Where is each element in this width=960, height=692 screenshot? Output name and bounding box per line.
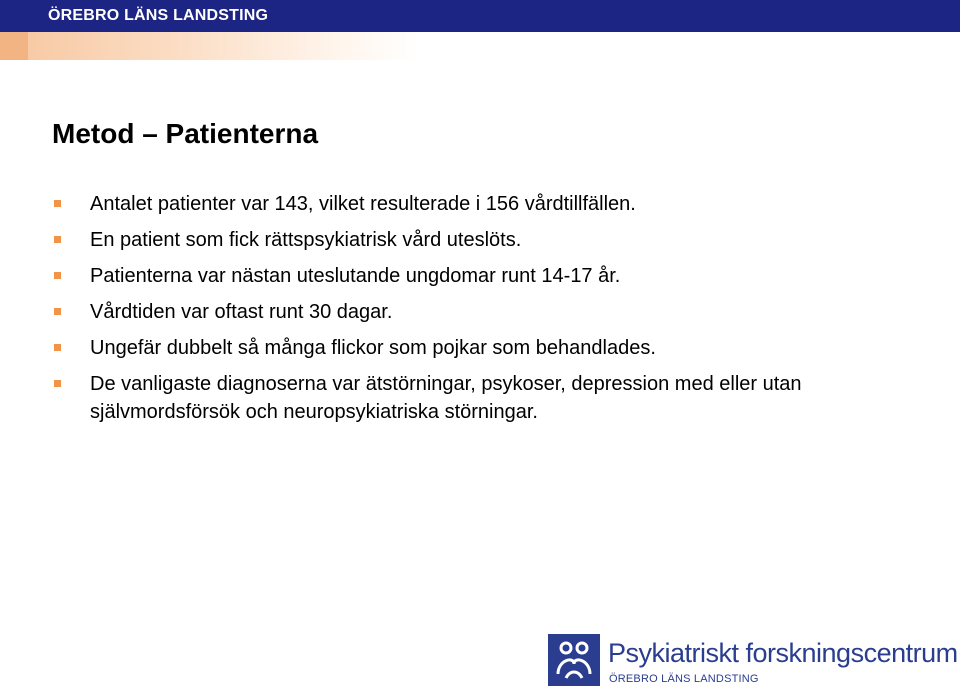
bullet-item	[52, 334, 932, 362]
bullet-text: De vanligaste diagnoserna var ätstörningar, psykoser, depression med eller utan självmordsförsök och neuropsykiatriska störningar.	[90, 373, 802, 423]
bullet-item	[52, 298, 932, 326]
bullet-item	[52, 190, 932, 218]
bullet-text: En patient som fick rättspsykiatrisk vård uteslöts.	[90, 229, 522, 251]
decorative-corner	[0, 32, 28, 60]
bullet-text: Antalet patienter var 143, vilket resulterade i 156 vårdtillfällen.	[90, 193, 636, 215]
bullet-text: Patienterna var nästan uteslutande ungdomar runt 14-17 år.	[90, 265, 621, 287]
organization-name: ÖREBRO LÄNS LANDSTING	[48, 7, 269, 24]
bullet-text: Vårdtiden var oftast runt 30 dagar.	[90, 301, 393, 323]
bullet-item	[52, 370, 932, 426]
square-bullet-icon	[54, 344, 61, 351]
square-bullet-icon	[54, 272, 61, 279]
slide-title: Metod – Patienterna	[52, 118, 319, 149]
logo-name: Psykiatriskt forskningscentrum	[608, 638, 958, 668]
organization-logo	[548, 634, 958, 690]
square-bullet-icon	[54, 200, 61, 207]
bullet-list	[52, 190, 932, 434]
header-bar	[0, 0, 960, 32]
square-bullet-icon	[54, 308, 61, 315]
bullet-item	[52, 226, 932, 254]
bullet-text: Ungefär dubbelt så många flickor som pojkar som behandlades.	[90, 337, 656, 359]
square-bullet-icon	[54, 380, 61, 387]
decorative-stripe	[0, 32, 420, 60]
bullet-item	[52, 262, 932, 290]
square-bullet-icon	[54, 236, 61, 243]
logo-subtitle: ÖREBRO LÄNS LANDSTING	[609, 673, 759, 685]
figures-logo-icon	[548, 634, 600, 686]
